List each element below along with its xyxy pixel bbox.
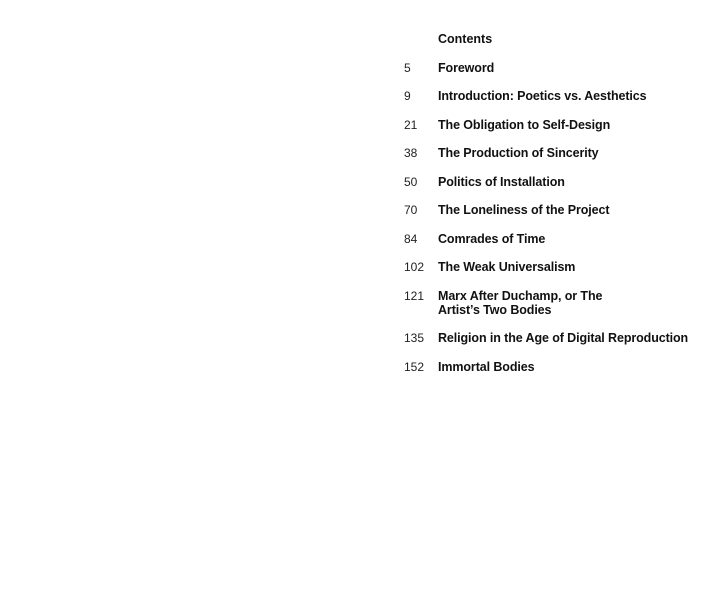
toc-entry bbox=[404, 259, 704, 275]
toc-entry-title: The Obligation to Self-Design bbox=[438, 117, 611, 132]
toc-page-number: 121 bbox=[404, 288, 425, 303]
toc-entry-title: Comrades of Time bbox=[438, 231, 546, 246]
toc-entry-title: Immortal Bodies bbox=[438, 359, 535, 374]
toc-entry-title: Marx After Duchamp, or The Artist’s Two Bodies bbox=[438, 288, 603, 317]
toc-page-number: 50 bbox=[404, 174, 418, 189]
toc-entry bbox=[404, 88, 704, 104]
toc-entry-title: The Production of Sincerity bbox=[438, 146, 599, 160]
toc-page-number: 135 bbox=[404, 331, 425, 345]
toc-entry-title: The Loneliness of the Project bbox=[438, 203, 610, 217]
toc-entry-title: Politics of Installation bbox=[438, 174, 565, 189]
toc-page-number: 9 bbox=[404, 89, 411, 103]
toc-entry-title: Religion in the Age of Digital Reproduction bbox=[438, 331, 689, 345]
toc-page-number: 21 bbox=[404, 117, 418, 132]
toc-entry bbox=[404, 174, 704, 190]
toc-page-number: 84 bbox=[404, 231, 418, 246]
toc-entry bbox=[404, 231, 704, 247]
toc-entry bbox=[404, 202, 704, 218]
toc-entry bbox=[404, 145, 704, 161]
toc-heading: Contents bbox=[438, 32, 493, 46]
toc-page-number: 5 bbox=[404, 60, 411, 75]
toc-page-number: 70 bbox=[404, 203, 418, 217]
toc-entry bbox=[404, 359, 704, 375]
toc-entry bbox=[404, 60, 704, 76]
toc-entry bbox=[404, 330, 704, 346]
toc-entry-title: Foreword bbox=[438, 60, 495, 75]
toc-page-number: 102 bbox=[404, 260, 425, 274]
toc-page-number: 152 bbox=[404, 359, 425, 374]
toc-entry-title: The Weak Universalism bbox=[438, 260, 576, 274]
toc-entry bbox=[404, 288, 704, 318]
toc-entry bbox=[404, 117, 704, 133]
table-of-contents bbox=[404, 31, 704, 387]
toc-page-number: 38 bbox=[404, 146, 418, 160]
toc-entry-title: Introduction: Poetics vs. Aesthetics bbox=[438, 89, 647, 103]
